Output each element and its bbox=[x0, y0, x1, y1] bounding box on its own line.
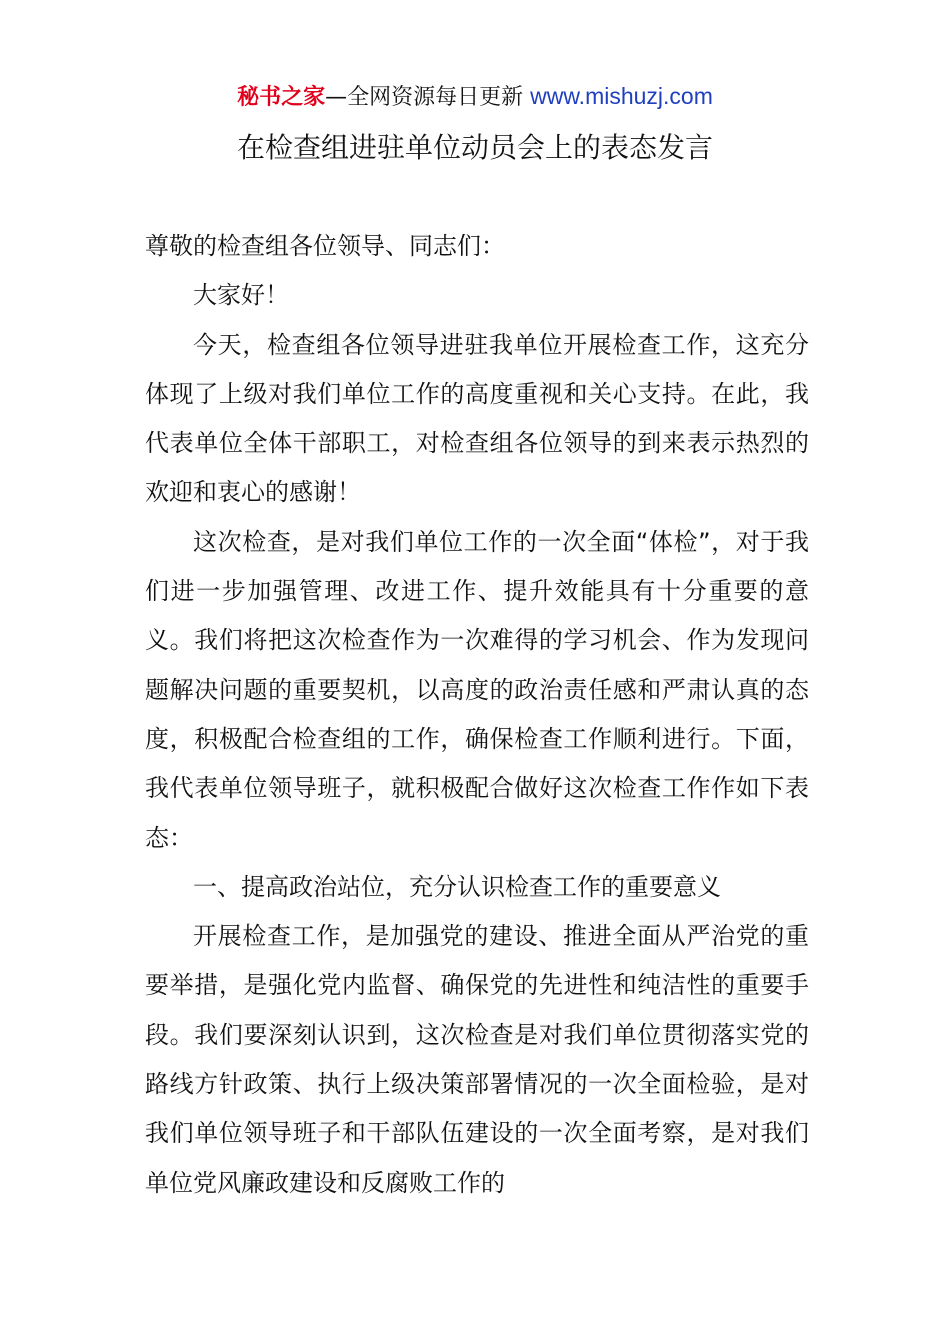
brand-name: 秘书之家 bbox=[237, 85, 326, 110]
body-paragraph: 今天，检查组各位领导进驻我单位开展检查工作，这充分体现了上级对我们单位工作的高度重视和关心支持。在此，我代表单位全体干部职工，对检查组各位领导的到来表示热烈的欢迎和衷心的感谢！ bbox=[145, 330, 809, 507]
document-body bbox=[145, 222, 809, 1208]
section-heading: 一、提高政治站位，充分认识检查工作的重要意义 bbox=[193, 872, 721, 901]
greeting: 大家好！ bbox=[193, 281, 289, 310]
site-url-link[interactable]: www.mishuzj.com bbox=[530, 83, 713, 109]
header-tagline: —全网资源每日更新 bbox=[325, 85, 531, 110]
site-header bbox=[0, 80, 950, 114]
salutation: 尊敬的检查组各位领导、同志们： bbox=[145, 232, 505, 260]
document-title: 在检查组进驻单位动员会上的表态发言 bbox=[236, 131, 713, 164]
body-paragraph: 开展检查工作，是加强党的建设、推进全面从严治党的重要举措，是强化党内监督、确保党的先进性和纯洁性的重要手段。我们要深刻认识到，这次检查是对我们单位贯彻落实党的路线方针政策、执行上级决策部署情况的一次全面检验，是对我们单位领导班子和干部队伍建设的一次全面考察，是对我们单位党风廉政建设和反腐败工作的 bbox=[145, 922, 809, 1197]
body-paragraph: 这次检查，是对我们单位工作的一次全面“体检”，对于我们进一步加强管理、改进工作、提升效能具有十分重要的意义。我们将把这次检查作为一次难得的学习机会、作为发现问题解决问题的重要契机，以高度的政治责任感和严肃认真的态度，积极配合检查组的工作，确保检查工作顺利进行。下面，我代表单位领导班子，就积极配合做好这次检查工作作如下表态： bbox=[145, 527, 809, 852]
